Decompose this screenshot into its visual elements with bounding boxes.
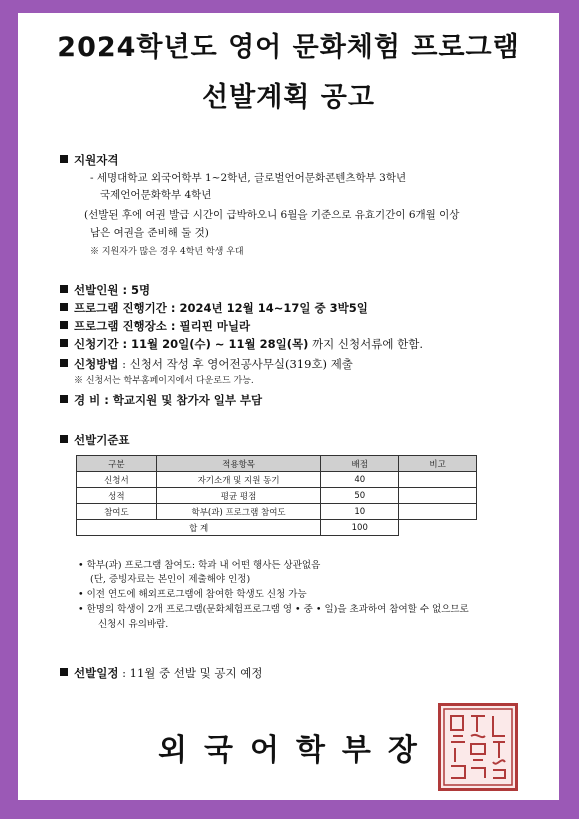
- square-bullet-icon: [60, 359, 68, 367]
- application-method-note: ※ 신청서는 학부홈페이지에서 다운로드 가능.: [74, 376, 254, 386]
- selection-count: 선발인원 : 5명: [60, 283, 150, 297]
- notice-sheet: [18, 13, 559, 800]
- square-bullet-icon: [60, 668, 68, 676]
- row-item: 자기소개 및 지원 동기: [156, 472, 321, 488]
- total-label: 합 계: [77, 520, 321, 536]
- row-score: 50: [321, 488, 399, 504]
- issuer-signature: 외국어학부장: [158, 733, 434, 768]
- total-value: 100: [321, 520, 399, 536]
- cost-info: 경 비 : 학교지원 및 참가자 일부 부담: [60, 393, 262, 407]
- criteria-note-3: • 이전 연도에 해외프로그램에 참여한 학생도 신청 가능: [78, 589, 307, 600]
- criteria-note-4: • 한명의 학생이 2개 프로그램(문화체험프로그램 영 • 중 • 일)을 초과하여 참여할 수 없으므로: [78, 604, 469, 615]
- selection-schedule: 선발일정 : 11월 중 선발 및 공지 예정: [60, 666, 263, 680]
- eligibility-line1: - 세명대학교 외국어학부 1~2학년, 글로벌언어문화콘텐츠학부 3학년: [90, 172, 407, 184]
- square-bullet-icon: [60, 395, 68, 403]
- table-row: [77, 504, 477, 520]
- criteria-header-row: [77, 456, 477, 472]
- row-category: 성적: [77, 488, 157, 504]
- criteria-table: [76, 455, 477, 536]
- criteria-note-5: 신청시 유의바람.: [98, 619, 169, 630]
- square-bullet-icon: [60, 435, 68, 443]
- square-bullet-icon: [60, 303, 68, 311]
- title-line2: 선발계획 공고: [202, 82, 375, 113]
- title-line1: 2024학년도 영어 문화체험 프로그램: [57, 32, 520, 63]
- row-item: 학부(과) 프로그램 참여도: [156, 504, 321, 520]
- table-row: [77, 488, 477, 504]
- header-remark: 비고: [399, 456, 477, 472]
- eligibility-line2: 국제언어문화학부 4학년: [100, 189, 212, 201]
- seal-icon: [441, 706, 515, 788]
- table-row: [77, 472, 477, 488]
- header-score: 배점: [321, 456, 399, 472]
- header-category: 구분: [77, 456, 157, 472]
- program-place: 프로그램 진행장소 : 필리핀 마닐라: [60, 319, 250, 333]
- row-item: 평균 평점: [156, 488, 321, 504]
- square-bullet-icon: [60, 339, 68, 347]
- row-category: 참여도: [77, 504, 157, 520]
- header-item: 적용항목: [156, 456, 321, 472]
- eligibility-line3: (선발된 후에 여권 발급 시간이 급박하오니 6월을 기준으로 유효기간이 6개월 이상: [84, 209, 460, 221]
- row-remark: [399, 504, 477, 520]
- total-row: [77, 520, 477, 536]
- square-bullet-icon: [60, 155, 68, 163]
- eligibility-note: ※ 지원자가 많은 경우 4학년 학생 우대: [90, 247, 244, 257]
- criteria-note-1: • 학부(과) 프로그램 참여도: 학과 내 어떤 행사든 상관없음: [78, 560, 321, 571]
- application-period: 신청기간 : 11월 20일(수) ~ 11월 28일(목) 까지 신청서류에 한함.: [60, 337, 423, 351]
- row-remark: [399, 488, 477, 504]
- eligibility-heading: 지원자격: [60, 153, 118, 167]
- official-seal-stamp: [438, 703, 518, 791]
- square-bullet-icon: [60, 321, 68, 329]
- criteria-note-2: (단, 증빙자료는 본인이 제출해야 인정): [90, 574, 251, 585]
- row-score: 40: [321, 472, 399, 488]
- row-category: 신청서: [77, 472, 157, 488]
- row-score: 10: [321, 504, 399, 520]
- square-bullet-icon: [60, 285, 68, 293]
- application-method: 신청방법 : 신청서 작성 후 영어전공사무실(319호) 제출: [60, 357, 353, 371]
- program-period: 프로그램 진행기간 : 2024년 12월 14~17일 중 3박5일: [60, 301, 368, 315]
- row-remark: [399, 472, 477, 488]
- eligibility-line4: 남은 여권을 준비해 둘 것): [90, 227, 209, 239]
- criteria-heading: 선발기준표: [60, 433, 130, 447]
